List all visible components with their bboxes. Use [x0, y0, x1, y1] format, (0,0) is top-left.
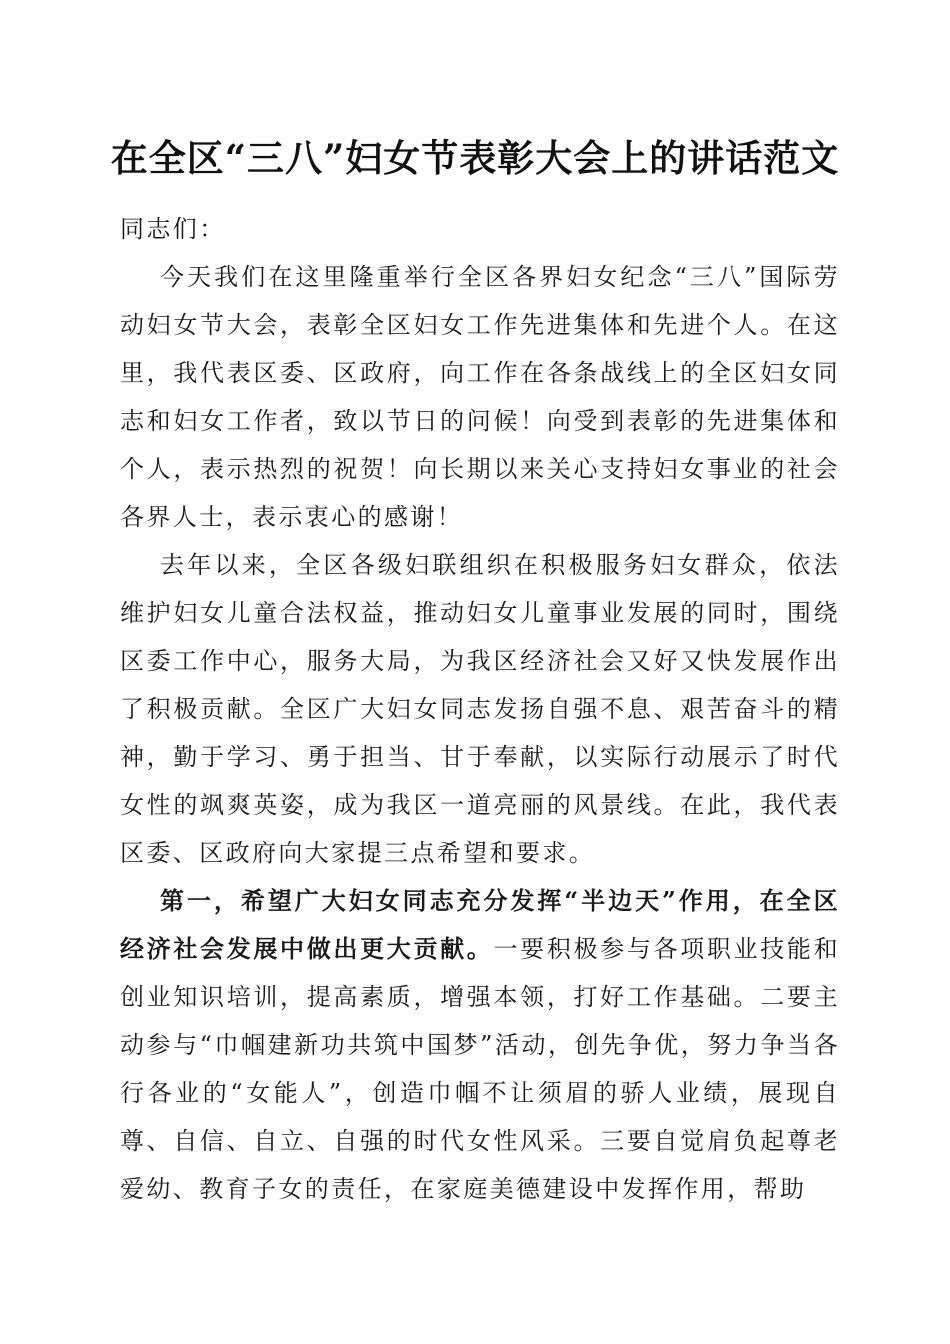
first-request-body: 一要积极参与各项职业技能和创业知识培训，提高素质，增强本领，打好工作基础。二要主动参与“巾帼建新功共筑中国梦”活动，创先争优，努力争当各行各业的“女能人”，创造巾帼不让须眉的骄人业绩，展现自尊、自信、自立、自强的时代女性风采。三要自觉肩负起尊老爱幼、教育子女的责任，在家庭美德建设中发挥作用，帮助 [120, 935, 841, 1203]
first-request-heading: 第一，希望广大妇女同志充分发挥“半边天”作用，在全区经济社会发展中做出更大贡献。 [120, 886, 840, 963]
paragraph-first-request [120, 877, 840, 1213]
document-title: 在全区“三八”妇女节表彰大会上的讲话范文 [110, 136, 840, 180]
document-body [120, 205, 840, 1213]
greeting: 同志们： [120, 215, 226, 243]
paragraph-opening: 今天我们在这里隆重举行全区各界妇女纪念“三八”国际劳动妇女节大会，表彰全区妇女工作先进集体和先进个人。在这里，我代表区委、区政府，向工作在各条战线上的全区妇女同志和妇女工作者，致以节日的问候！向受到表彰的先进集体和个人，表示热烈的祝贺！向长期以来关心支持妇女事业的社会各界人士，表示衷心的感谢！ [120, 263, 840, 531]
paragraph-review: 去年以来，全区各级妇联组织在积极服务妇女群众，依法维护妇女儿童合法权益，推动妇女儿童事业发展的同时，围绕区委工作中心，服务大局，为我区经济社会又好又快发展作出了积极贡献。全区广大妇女同志发扬自强不息、艰苦奋斗的精神，勤于学习、勇于担当、甘于奉献，以实际行动展示了时代女性的飒爽英姿，成为我区一道亮丽的风景线。在此，我代表区委、区政府向大家提三点希望和要求。 [120, 551, 840, 867]
